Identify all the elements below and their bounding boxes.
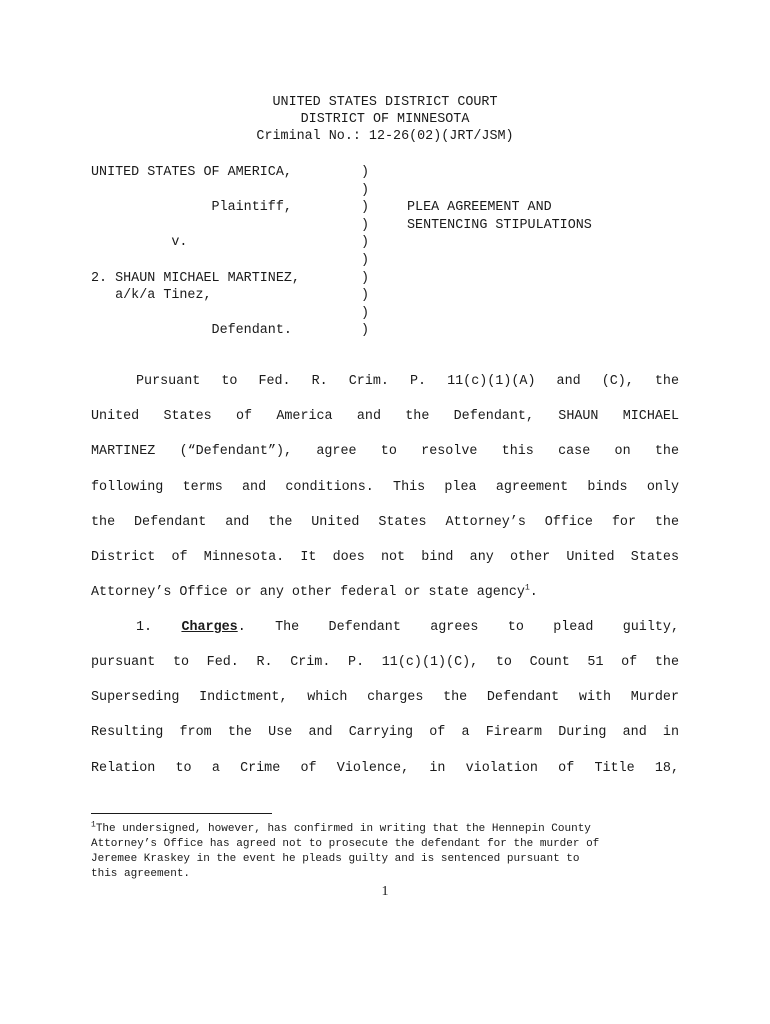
caption-row: [91, 322, 691, 340]
caption-paren: ): [361, 165, 370, 180]
sentence-end: .: [529, 585, 538, 600]
body-line: following terms and conditions. This plea agreement binds only: [91, 480, 679, 495]
caption-paren: ): [361, 270, 370, 286]
caption-row: [91, 182, 691, 200]
footnote-line: Jeremee Kraskey in the event he pleads guilty and is sentenced pursuant to: [91, 853, 580, 865]
body-line: the Defendant and the United States Attorney’s Office for the: [91, 515, 679, 530]
section-1-first-line: [136, 620, 679, 638]
caption-right: PLEA AGREEMENT AND: [407, 200, 552, 216]
body-line: United States of America and the Defendant, SHAUN MICHAEL: [91, 409, 679, 424]
caption-left: Defendant.: [91, 323, 292, 339]
body-line: pursuant to Fed. R. Crim. P. 11(c)(1)(C), to Count 51 of the: [91, 655, 679, 670]
body-line: Resulting from the Use and Carrying of a Firearm During and in: [91, 725, 679, 740]
caption-row: [91, 270, 691, 288]
footnote-line: Attorney’s Office has agreed not to prosecute the defendant for the murder of: [91, 838, 600, 850]
body-line: Relation to a Crime of Violence, in violation of Title 18,: [91, 761, 679, 776]
district-name: DISTRICT OF MINNESOTA: [300, 112, 470, 127]
caption-left: 2. SHAUN MICHAEL MARTINEZ,: [91, 270, 300, 286]
caption-row: [91, 164, 691, 182]
caption-left: UNITED STATES OF AMERICA,: [91, 165, 292, 180]
footnote-marker: 1: [91, 820, 96, 830]
footnote-text: The undersigned, however, has confirmed in writing that the Hennepin County: [95, 823, 591, 835]
caption-row: [91, 305, 691, 323]
caption-row: [91, 234, 691, 252]
caption-row: [91, 287, 691, 305]
case-caption: [91, 164, 691, 340]
caption-row: [91, 199, 691, 217]
section-number: 1.: [136, 620, 153, 635]
case-number: Criminal No.: 12-26(02)(JRT/JSM): [256, 129, 514, 144]
caption-paren: ): [361, 235, 370, 251]
body-line: Superseding Indictment, which charges the Defendant with Murder: [91, 690, 679, 705]
page-number: 1: [381, 884, 389, 899]
caption-left: Plaintiff,: [91, 200, 292, 216]
caption-left: a/k/a Tinez,: [91, 288, 212, 304]
body-line: [91, 585, 679, 603]
caption-paren: ): [361, 305, 370, 321]
caption-paren: ): [361, 182, 370, 198]
footnote-reference: 1: [524, 583, 530, 593]
caption-paren: ): [361, 217, 370, 233]
caption-paren: ): [361, 252, 370, 268]
body-line-text: The Defendant agrees to plead guilty,: [275, 620, 679, 635]
caption-paren: ): [361, 200, 370, 216]
footnote-divider: [91, 813, 272, 814]
court-name: UNITED STATES DISTRICT COURT: [272, 95, 498, 110]
caption-row: [91, 217, 691, 235]
footnote-line: [91, 822, 679, 837]
caption-row: [91, 252, 691, 270]
body-line-text: Attorney’s Office or any other federal or state agency: [91, 585, 525, 600]
section-heading: Charges: [181, 620, 238, 635]
footnote-line: this agreement.: [91, 868, 191, 880]
body-line: Pursuant to Fed. R. Crim. P. 11(c)(1)(A) and (C), the: [136, 374, 679, 389]
caption-paren: ): [361, 323, 370, 339]
caption-paren: ): [361, 288, 370, 304]
footnote: [91, 822, 679, 882]
caption-right: SENTENCING STIPULATIONS: [407, 217, 592, 233]
court-header: [0, 94, 770, 145]
caption-left: v.: [91, 235, 188, 251]
body-line: District of Minnesota. It does not bind any other United States: [91, 550, 679, 565]
body-line: MARTINEZ (“Defendant”), agree to resolve this case on the: [91, 444, 679, 459]
heading-period: .: [237, 620, 246, 635]
